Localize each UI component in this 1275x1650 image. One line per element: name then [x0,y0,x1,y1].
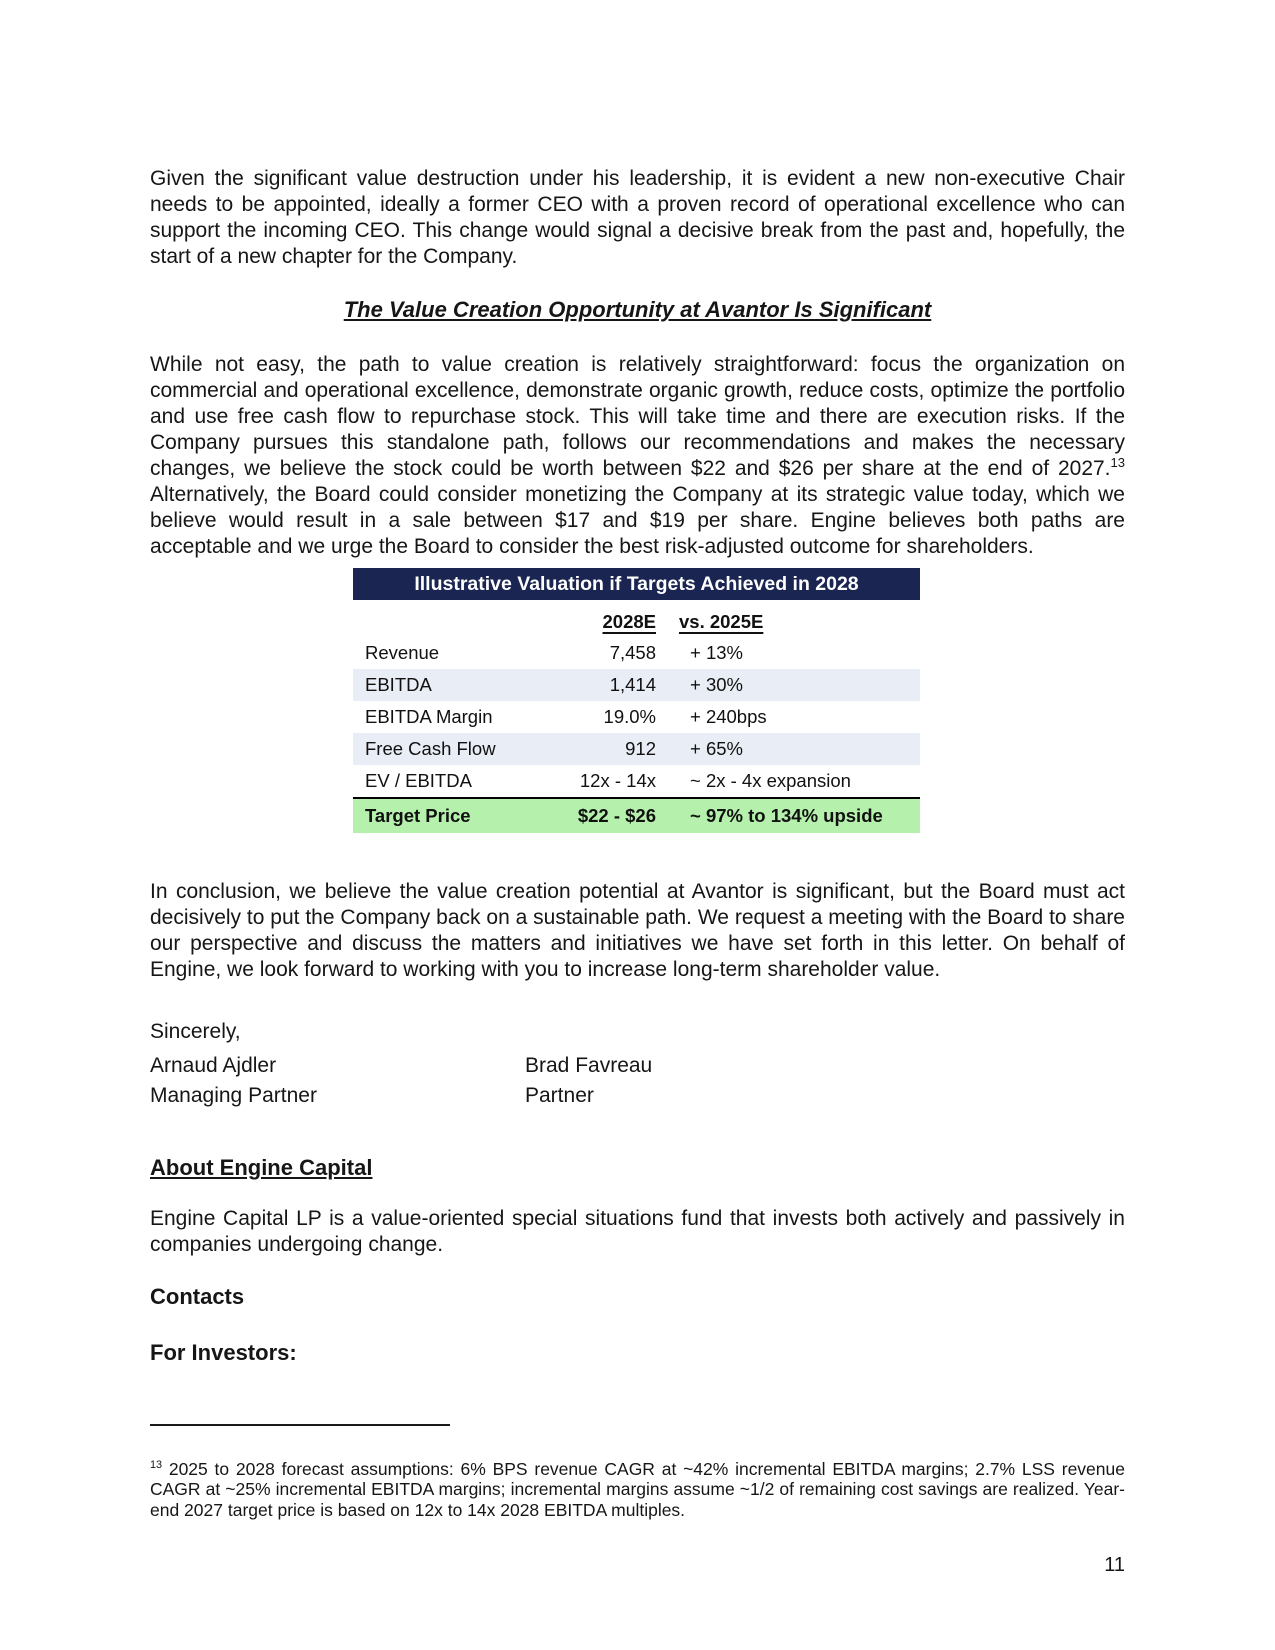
row-label: EBITDA [365,674,432,695]
row-label: Free Cash Flow [365,738,496,759]
signature-arnaud-ajdler [150,1051,525,1111]
contacts-heading: Contacts [150,1284,245,1309]
signer-title: Partner [525,1084,594,1107]
table-row-ebitda [353,669,920,701]
for-investors-heading: For Investors: [150,1340,297,1365]
row-change: + 65% [690,738,743,759]
header-cell-vs-2025e: vs. 2025E [679,611,764,632]
paragraph-conclusion: In conclusion, we believe the value creation potential at Avantor is significant, but the Board must act decisively to put the Company back on a sustainable path. We request a meeting with the Board to share our perspective and discuss the matters and initiatives we have set forth in this letter. On behalf of Engine, we look forward to working with you to increase long-term shareholder value. [150,880,1125,981]
valuation-table-title: Illustrative Valuation if Targets Achieved in 2028 [353,568,920,600]
row-label: Revenue [365,642,440,663]
paragraph-text-after-footnote-ref: Alternatively, the Board could consider monetizing the Company at its strategic value today, which we believe would result in a sale between $17 and $19 per share. Engine believes both paths are acceptable and we urge the Board to consider the best risk-adjusted outcome for shareholders. [150,483,1125,558]
row-change: + 240bps [690,706,767,727]
row-change: + 13% [690,642,743,663]
row-label: Target Price [365,805,471,826]
row-value: 19.0% [603,706,656,727]
paragraph-chair-change: Given the significant value destruction under his leadership, it is evident a new non-executive Chair needs to be appointed, ideally a former CEO with a proven record of operational excellence who can support the incoming CEO. This change would signal a decisive break from the past and, hopefully, the start of a new chapter for the Company. [150,167,1125,268]
signer-title: Managing Partner [150,1084,317,1107]
row-value: 7,458 [609,642,656,663]
row-label: EBITDA Margin [365,706,493,727]
footnote-separator-rule [150,1424,450,1426]
row-value: 1,414 [609,674,656,695]
signature-block [150,1051,1125,1111]
paragraph-value-creation-path [150,352,1125,560]
footnote-13 [150,1459,1125,1521]
paragraph-about-engine-capital: Engine Capital LP is a value-oriented special situations fund that invests both actively and passively in companies undergoing change. [150,1207,1125,1256]
table-row-revenue [353,637,920,669]
footnote-number: 13 [150,1458,163,1471]
row-change: ~ 97% to 134% upside [690,805,883,826]
valuation-table-header-row [353,600,920,637]
about-engine-capital-heading: About Engine Capital [150,1155,373,1180]
signer-name: Brad Favreau [525,1054,653,1077]
footnote-ref-13: 13 [1110,455,1125,470]
table-row-target-price [353,797,920,833]
row-value: $22 - $26 [577,805,656,826]
header-cell-2028e: 2028E [602,611,656,632]
section-heading-value-creation: The Value Creation Opportunity at Avantor Is Significant [343,297,932,323]
table-row-free-cash-flow [353,733,920,765]
row-label: EV / EBITDA [365,770,472,791]
paragraph-text-before-footnote-ref: While not easy, the path to value creation is relatively straightforward: focus the organization on commercial and operational excellence, demonstrate organic growth, reduce costs, optimize the portfolio and use free cash flow to repurchase stock. This will take time and there are execution risks. If the Company pursues this standalone path, follows our recommendations and makes the necessary changes, we believe the stock could be worth between $22 and $26 per share at the end of 2027. [150,353,1125,480]
closing-salutation: Sincerely, [150,1020,241,1043]
row-value: 12x - 14x [579,770,656,791]
table-row-ev-ebitda [353,765,920,797]
valuation-table [353,568,920,833]
row-change: + 30% [690,674,743,695]
row-change: ~ 2x - 4x expansion [690,770,851,791]
page-number: 11 [1104,1554,1125,1576]
table-row-ebitda-margin [353,701,920,733]
signer-name: Arnaud Ajdler [150,1054,277,1077]
signature-brad-favreau [525,1051,900,1111]
footnote-body: 2025 to 2028 forecast assumptions: 6% BPS revenue CAGR at ~42% incremental EBITDA margins; 2.7% LSS revenue CAGR at ~25% incremental EBITDA margins; incremental margins assume ~1/2 of remaining cost savings are realized. Year-end 2027 target price is based on 12x to 14x 2028 EBITDA multiples. [150,1458,1125,1520]
row-value: 912 [625,738,656,759]
